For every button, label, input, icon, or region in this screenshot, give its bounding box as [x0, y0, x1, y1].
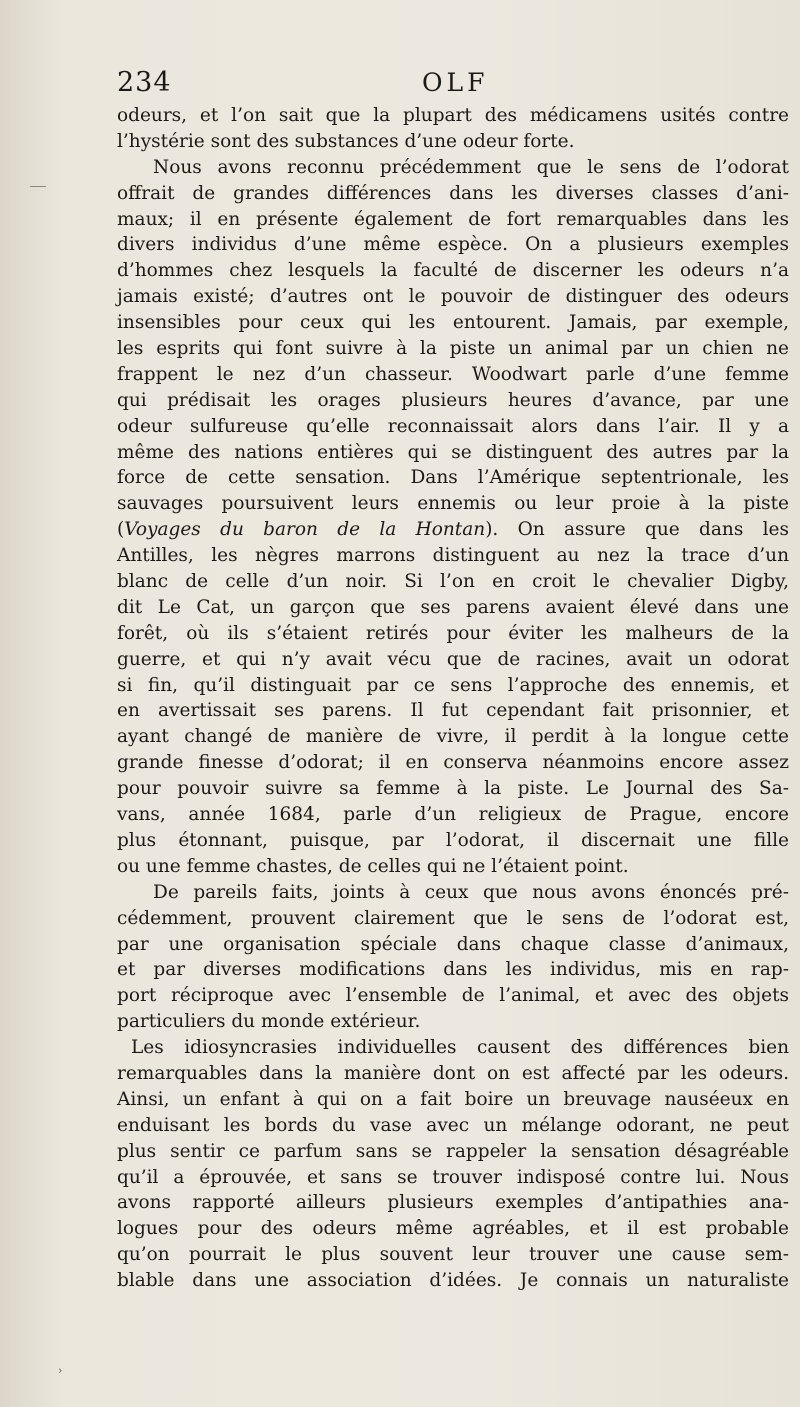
- text-line: dit Le Cat, un garçon que ses parens avaient élevé dans une: [117, 596, 789, 618]
- text-line: d’hommes chez lesquels la faculté de discerner les odeurs n’a: [117, 260, 789, 282]
- text-line: force de cette sensation. Dans l’Amérique septentrionale, les: [117, 467, 789, 489]
- text-line: en avertissait ses parens. Il fut cependant fait prisonnier, et: [117, 700, 789, 722]
- text-line: maux; il en présente également de fort remarquables dans les: [117, 208, 789, 230]
- text-line: ou une femme chastes, de celles qui ne l’étaient point.: [117, 855, 629, 877]
- text-line: enduisant les bords du vase avec un mélange odorant, ne peut: [117, 1114, 789, 1136]
- text-line: frappent le nez d’un chasseur. Woodwart parle d’une femme: [117, 363, 789, 385]
- text-line: port réciproque avec l’ensemble de l’animal, et avec des objets: [117, 985, 789, 1007]
- text-line: logues pour des odeurs même agréables, et il est probable: [117, 1218, 789, 1240]
- text-line: qu’on pourrait le plus souvent leur trouver une cause sem-: [117, 1244, 789, 1266]
- text-line: grande finesse d’odorat; il en conserva néanmoins encore assez: [117, 752, 789, 774]
- text-line: odeurs, et l’on sait que la plupart des médicamens usités contre: [117, 105, 789, 126]
- text-line: par une organisation spéciale dans chaque classe d’animaux,: [117, 933, 789, 955]
- text-line-citation: [117, 517, 789, 543]
- page-header: [117, 66, 789, 100]
- margin-dash: [30, 186, 46, 187]
- text-line: divers individus d’une même espèce. On a plusieurs exemples: [117, 234, 789, 256]
- citation-title: Voyages du baron de la Hontan: [124, 519, 486, 541]
- text-line: si fin, qu’il distinguait par ce sens l’approche des ennemis, et: [117, 674, 789, 696]
- text-line: les esprits qui font suivre à la piste un animal par un chien ne: [117, 338, 789, 360]
- open-paren: (: [117, 519, 125, 541]
- text-line: jamais existé; d’autres ont le pouvoir de distinguer des odeurs: [117, 286, 789, 308]
- text-line: ayant changé de manière de vivre, il perdit à la longue cette: [117, 726, 789, 748]
- text-line: insensibles pour ceux qui les entourent. Jamais, par exemple,: [117, 312, 789, 334]
- text-line: qui prédisait les orages plusieurs heures d’avance, par une: [117, 389, 789, 411]
- text-line: offrait de grandes différences dans les diverses classes d’ani-: [117, 182, 789, 204]
- body-text: [117, 103, 789, 1294]
- text-line: Ainsi, un enfant à qui on a fait boire un breuvage nauséeux en: [117, 1088, 789, 1110]
- text-line: odeur sulfureuse qu’elle reconnaissait alors dans l’air. Il y a: [117, 415, 789, 437]
- text-line: remarquables dans la manière dont on est affecté par les odeurs.: [117, 1062, 789, 1084]
- text-line: qu’il a éprouvée, et sans se trouver indisposé contre lui. Nous: [117, 1166, 789, 1188]
- text-line: même des nations entières qui se distinguent des autres par la: [117, 441, 789, 463]
- page-number: 234: [117, 67, 172, 98]
- paragraph-start-line: Les idiosyncrasies individuelles causent des différences bien: [131, 1037, 789, 1059]
- text-line: plus étonnant, puisque, par l’odorat, il discernait une fille: [117, 829, 789, 851]
- text-line: plus sentir ce parfum sans se rappeler la sensation désagréable: [117, 1140, 789, 1162]
- paragraph-start-line: Nous avons reconnu précédemment que le sens de l’odorat: [153, 156, 789, 178]
- text-line: forêt, où ils s’étaient retirés pour éviter les malheurs de la: [117, 622, 789, 644]
- citation-tail: ). On assure que dans les: [485, 519, 790, 541]
- text-line: et par diverses modifications dans les individus, mis en rap-: [117, 959, 789, 981]
- text-line: particuliers du monde extérieur.: [117, 1011, 421, 1033]
- text-line: blanc de celle d’un noir. Si l’on en croit le chevalier Digby,: [117, 571, 789, 593]
- margin-mark: ›: [58, 1364, 63, 1377]
- text-line: avons rapporté ailleurs plusieurs exemples d’antipathies ana-: [117, 1192, 789, 1214]
- text-line: pour pouvoir suivre sa femme à la piste. Le Journal des Sa-: [117, 778, 789, 800]
- text-line: cédemment, prouvent clairement que le sens de l’odorat est,: [117, 907, 789, 929]
- text-line: sauvages poursuivent leurs ennemis ou leur proie à la piste: [117, 493, 789, 515]
- running-head: OLF: [422, 68, 489, 97]
- text-line: Antilles, les nègres marrons distinguent au nez la trace d’un: [117, 545, 789, 567]
- text-line: vans, année 1684, parle d’un religieux de Prague, encore: [117, 804, 789, 826]
- text-line: l’hystérie sont des substances d’une odeur forte.: [117, 130, 575, 152]
- text-line: blable dans une association d’idées. Je connais un naturaliste: [117, 1270, 789, 1292]
- paragraph-start-line: De pareils faits, joints à ceux que nous avons énoncés pré-: [153, 881, 789, 903]
- text-line: guerre, et qui n’y avait vécu que de racines, avait un odorat: [117, 648, 789, 670]
